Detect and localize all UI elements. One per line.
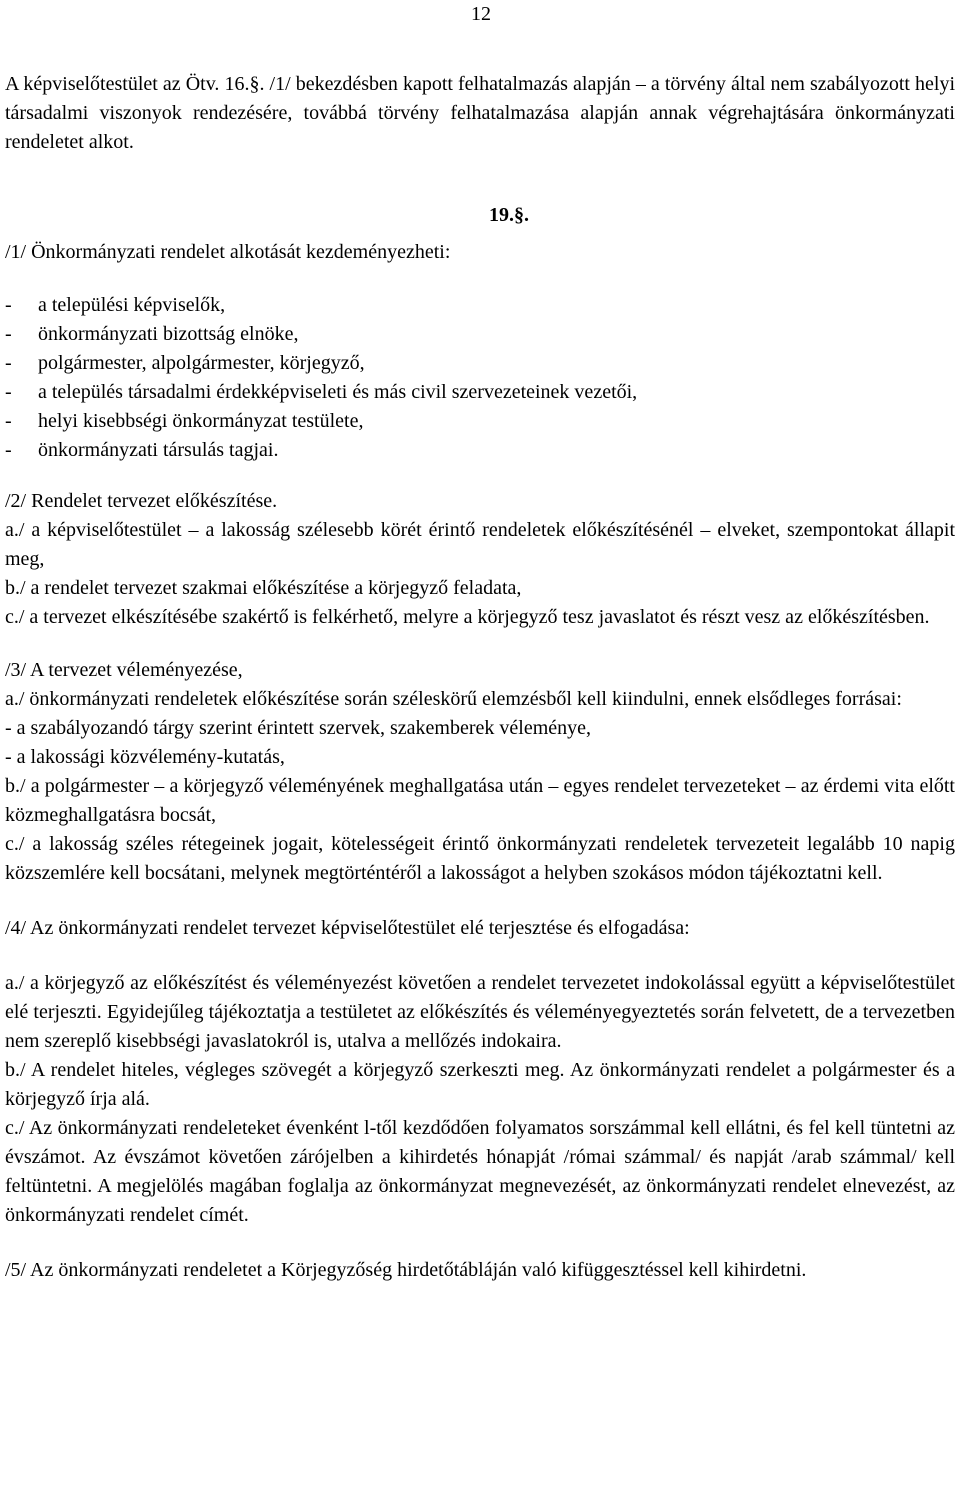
para2-a: a./ a képviselőtestület – a lakosság szélesebb körét érintő rendeletek előkészítésénél – elveket, szempontokat állapit meg, bbox=[5, 519, 955, 570]
para4-a: a./ a körjegyző az előkészítést és véleményezést követően a rendelet tervezetet indokolással együtt a képviselőtestület elé terjeszti. Egyidejűleg tájékoztatja a testületet az előkészítés és véleményegyeztetés során felvetett, de a tervezetben nem szereplő kisebbségi javaslatokról is, utalva a mellőzés indokaira. bbox=[5, 972, 955, 1052]
intro-paragraph: A képviselőtestület az Ötv. 16.§. /1/ bekezdésben kapott felhatalmazás alapján – a törvény által nem szabályozott helyi társadalmi viszonyok rendezésére, továbbá törvény felhatalmazása alapján annak végrehajtására önkormányzati rendeletet alkot. bbox=[5, 73, 955, 153]
list-item: - helyi kisebbségi önkormányzat testülete, bbox=[5, 407, 955, 436]
list-item: - önkormányzati bizottság elnöke, bbox=[5, 320, 955, 349]
list-item-text: a település társadalmi érdekképviseleti és más civil szervezeteinek vezetői, bbox=[38, 381, 638, 403]
para3-a-item: - a lakossági közvélemény-kutatás, bbox=[5, 746, 285, 768]
para3-title: /3/ A tervezet véleményezése, bbox=[5, 659, 243, 681]
list-item-text: polgármester, alpolgármester, körjegyző, bbox=[38, 352, 365, 374]
para3-a: a./ önkormányzati rendeletek előkészítése során széleskörű elemzésből kell kiindulni, ennek elsődleges forrásai: bbox=[5, 688, 902, 710]
document-body bbox=[5, 70, 955, 1285]
para2-title: /2/ Rendelet tervezet előkészítése. bbox=[5, 490, 278, 512]
list-item: - a település társadalmi érdekképviseleti és más civil szervezeteinek vezetői, bbox=[5, 378, 955, 407]
list-item-text: a települési képviselők, bbox=[38, 294, 226, 316]
para2-b: b./ a rendelet tervezet szakmai előkészítése a körjegyző feladata, bbox=[5, 577, 522, 599]
page-number: 12 bbox=[471, 3, 491, 25]
section-heading: 19.§. bbox=[489, 204, 529, 226]
list-item-text: önkormányzati társulás tagjai. bbox=[38, 439, 279, 461]
para4-c: c./ Az önkormányzati rendeleteket évenként l-től kezdődően folyamatos sorszámmal kell ellátni, és fel kell tüntetni az évszámot. Az évszámot követően zárójelben a kihirdetés hónapját /római számmal/ és napját /arab számmal/ kell feltüntetni. A megjelölés magában foglalja az önkormányzat megnevezését, az önkormányzati rendelet elnevezést, az önkormányzati rendelet címét. bbox=[5, 1117, 955, 1226]
para1-title: /1/ Önkormányzati rendelet alkotását kezdeményezheti: bbox=[5, 241, 451, 263]
para5-text: /5/ Az önkormányzati rendeletet a Körjegyzőség hirdetőtábláján való kifüggesztéssel kell kihirdetni. bbox=[5, 1259, 807, 1281]
para3-c: c./ a lakosság széles rétegeinek jogait, kötelességeit érintő önkormányzati rendeletek tervezeteit legalább 10 napig közszemlére kell bocsátani, melynek megtörténtéről a lakosságot a helyben szokásos módon tájékoztatni kell. bbox=[5, 833, 955, 884]
list-item: - önkormányzati társulás tagjai. bbox=[5, 436, 955, 465]
para1-list bbox=[5, 291, 955, 465]
para4-b: b./ A rendelet hiteles, végleges szövegét a körjegyző szerkeszti meg. Az önkormányzati rendelet a polgármester és a körjegyző írja alá. bbox=[5, 1059, 955, 1110]
para3-a-item: - a szabályozandó tárgy szerint érintett szervek, szakemberek véleménye, bbox=[5, 717, 592, 739]
list-item: - polgármester, alpolgármester, körjegyző, bbox=[5, 349, 955, 378]
para2-c: c./ a tervezet elkészítésébe szakértő is felkérhető, melyre a körjegyző tesz javaslatot és részt vesz az előkészítésben. bbox=[5, 606, 930, 628]
para4-title: /4/ Az önkormányzati rendelet tervezet képviselőtestület elé terjesztése és elfogadása: bbox=[5, 917, 690, 939]
list-item-text: önkormányzati bizottság elnöke, bbox=[38, 323, 299, 345]
list-item: - a települési képviselők, bbox=[5, 291, 955, 320]
para3-b: b./ a polgármester – a körjegyző véleményének meghallgatása után – egyes rendelet tervezeteket – az érdemi vita előtt közmeghallgatásra bocsát, bbox=[5, 775, 955, 826]
list-item-text: helyi kisebbségi önkormányzat testülete, bbox=[38, 410, 364, 432]
